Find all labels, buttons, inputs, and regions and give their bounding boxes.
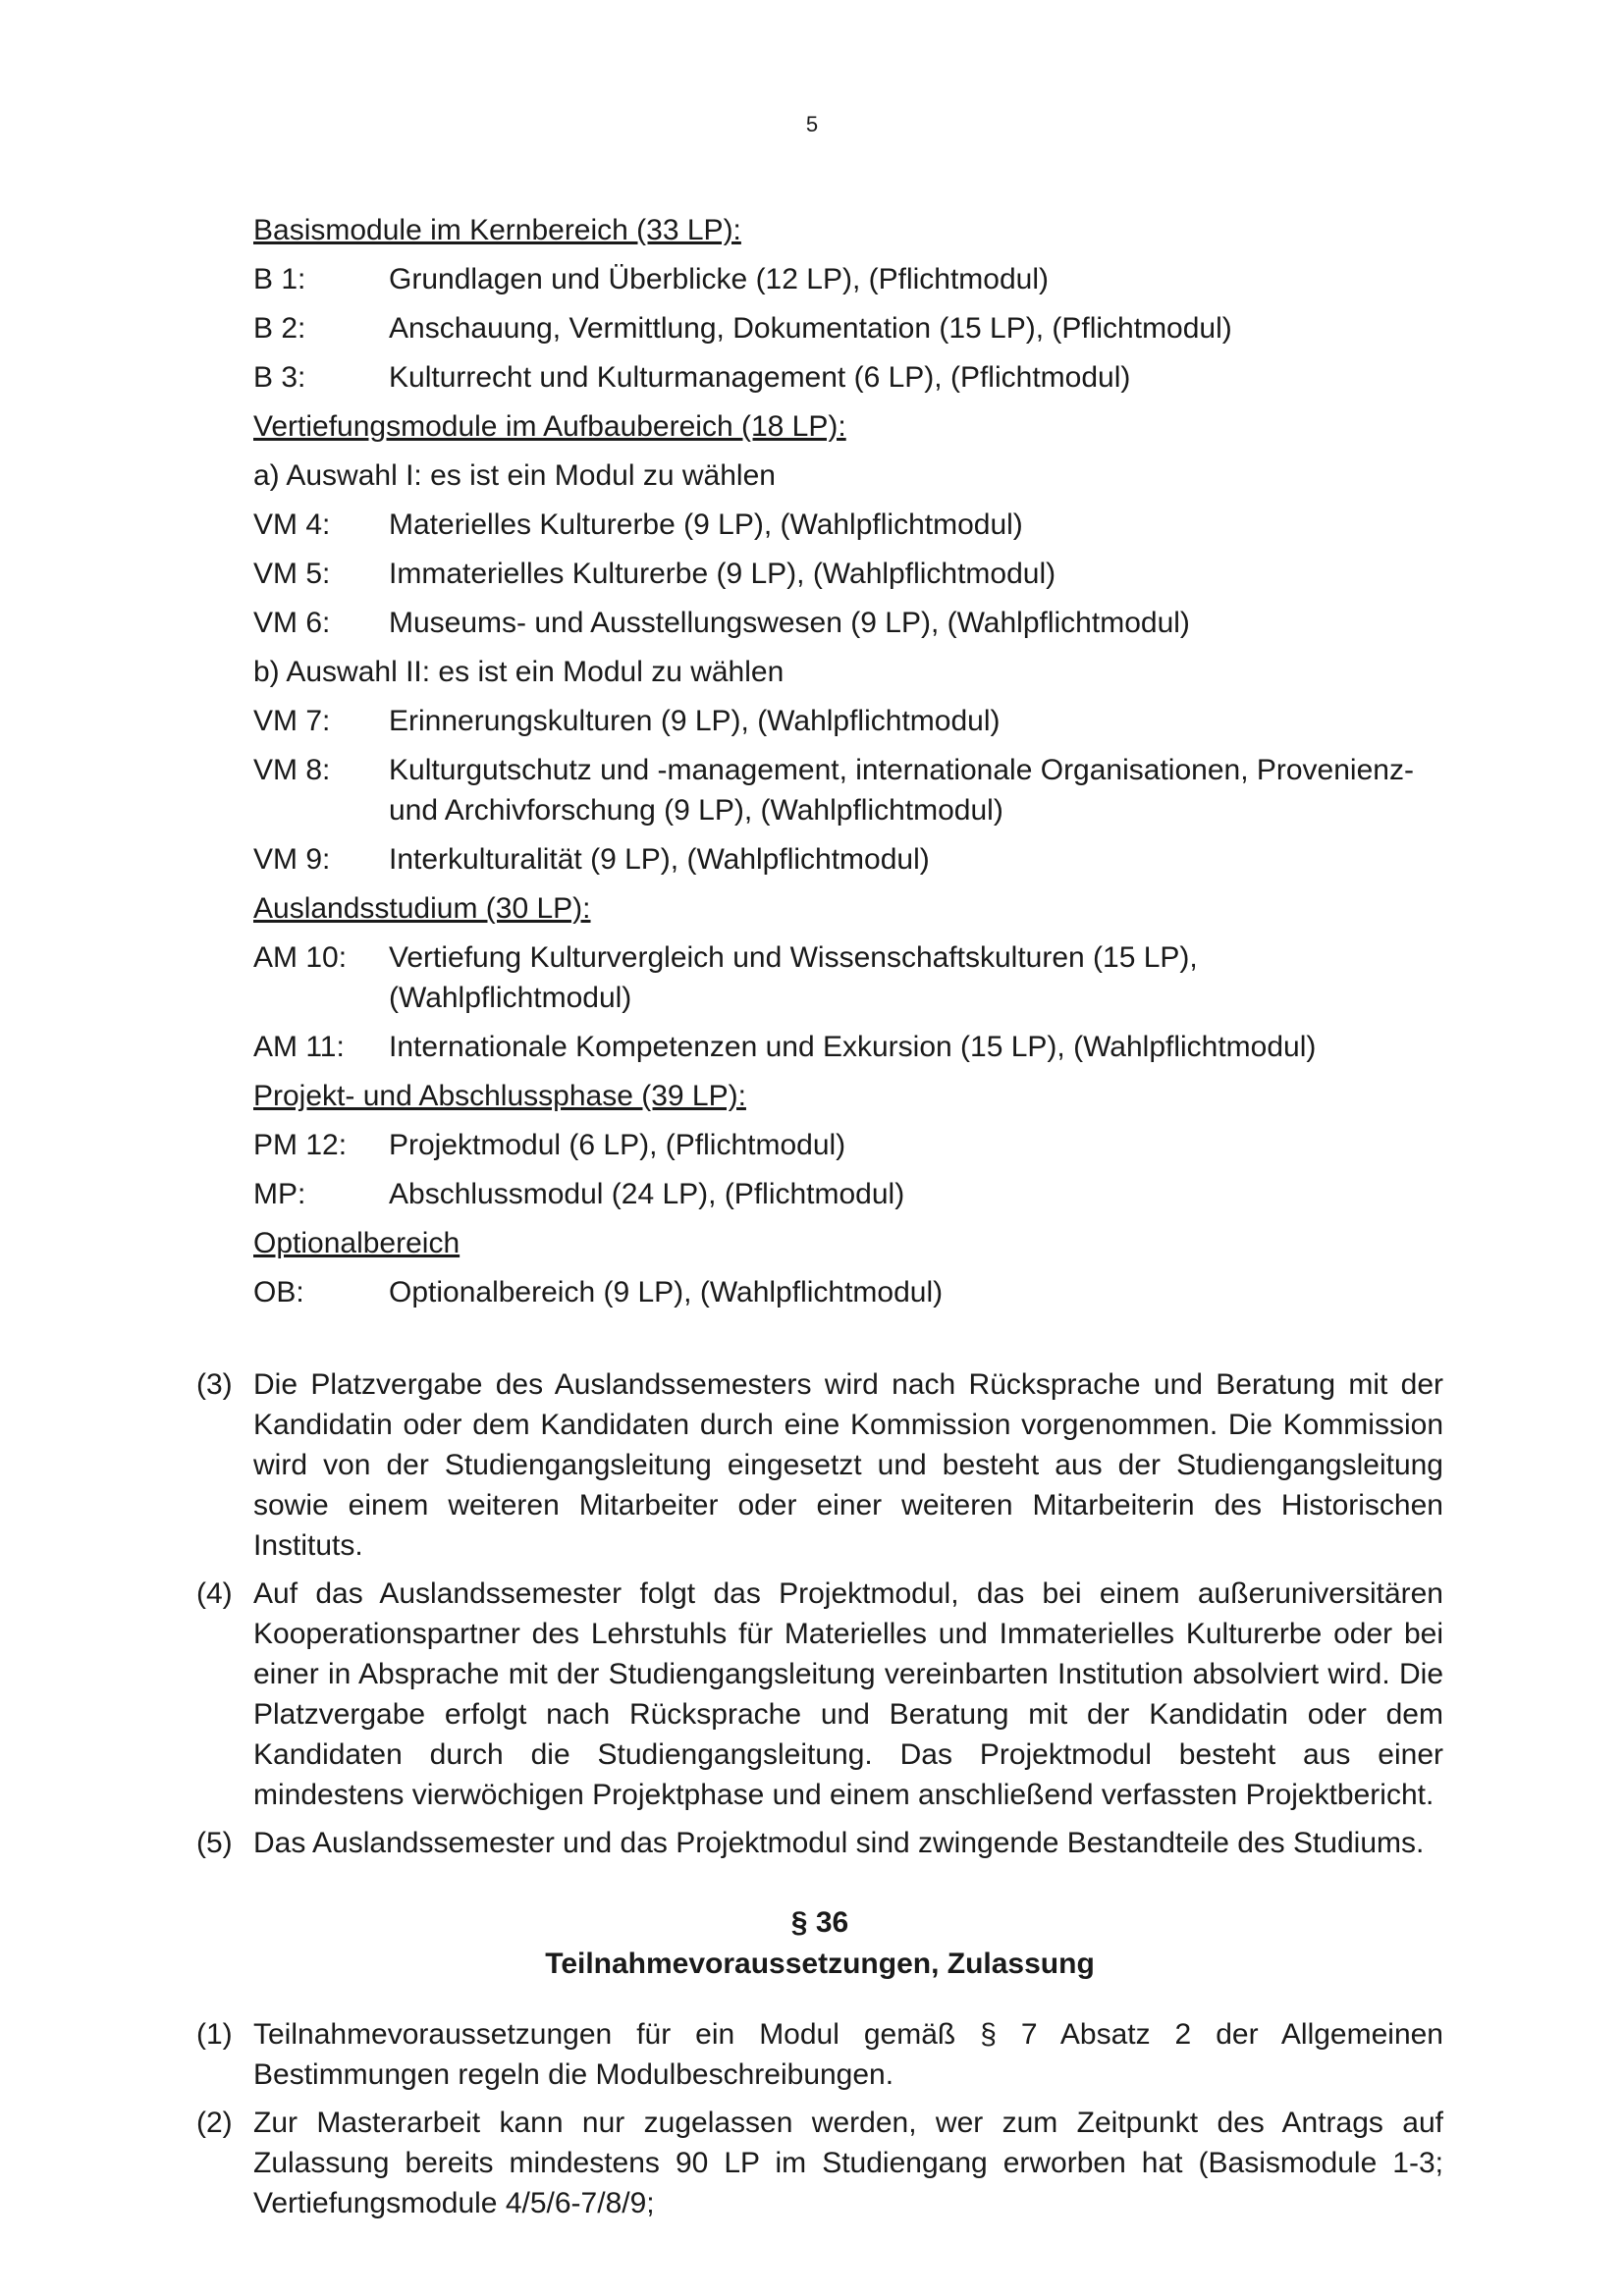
section-paragraph-1 [196,2014,1443,2095]
module-description: Abschlussmodul (24 LP), (Pflichtmodul) [389,1178,905,1210]
section-number: § 36 [790,1906,849,1939]
module-row [253,1121,1443,1170]
paragraph-number: (1) [196,2018,233,2051]
auswahl-a-label: a) Auswahl I: es ist ein Modul zu wählen [253,459,776,492]
module-code: PM 12: [253,1129,348,1161]
module-code: VM 7: [253,705,331,737]
paragraph-text: Das Auslandssemester und das Projektmodul sind zwingende Bestandteile des Studiums. [253,1827,1425,1859]
module-row [253,697,1443,746]
module-code: VM 4: [253,508,331,541]
module-row [253,599,1443,648]
optionalbereich-heading: Optionalbereich [253,1227,460,1259]
auswahl-b-label: b) Auswahl II: es ist ein Modul zu wählen [253,656,785,688]
paragraph-4 [196,1574,1443,1815]
module-description: Erinnerungskulturen (9 LP), (Wahlpflichtmodul) [389,705,1001,737]
module-description: Kulturrecht und Kulturmanagement (6 LP), (Pflichtmodul) [389,361,1131,394]
vertiefungsmodule-heading: Vertiefungsmodule im Aufbaubereich (18 LP): [253,410,846,443]
paragraph-number: (3) [196,1368,233,1401]
document-body [196,206,1443,2223]
module-list [253,206,1443,1317]
paragraph-text: Die Platzvergabe des Auslandssemesters wird nach Rücksprache und Beratung mit der Kandidatin oder dem Kandidaten durch eine Kommission vorgenommen. Die Kommission wird von der Studiengangsleitung eingesetzt und besteht aus der Studiengangsleitung sowie einem weiteren Mitarbeiter oder einer weiteren Mitarbeiterin des Historischen Instituts. [253,1368,1443,1562]
module-code: AM 10: [253,941,348,974]
module-row [253,550,1443,599]
paragraph-text: Teilnahmevoraussetzungen für ein Modul gemäß § 7 Absatz 2 der Allgemeinen Bestimmungen regeln die Modulbeschreibungen. [253,2018,1443,2091]
page-number: 5 [805,112,819,136]
module-code: B 1: [253,263,306,295]
module-description: Materielles Kulturerbe (9 LP), (Wahlpflichtmodul) [389,508,1023,541]
module-row [253,353,1443,402]
section-heading-36 [196,1902,1443,1985]
module-description: Projektmodul (6 LP), (Pflichtmodul) [389,1129,846,1161]
module-row [253,934,1443,1023]
module-code: VM 8: [253,754,331,786]
paragraph-number: (4) [196,1577,233,1610]
paragraph-number: (2) [196,2107,233,2139]
module-row [253,1170,1443,1219]
module-code: VM 5: [253,558,331,590]
module-row [253,304,1443,353]
module-description: Museums- und Ausstellungswesen (9 LP), (Wahlpflichtmodul) [389,607,1190,639]
module-code: VM 6: [253,607,331,639]
module-row [253,835,1443,884]
paragraph-text: Auf das Auslandssemester folgt das Projektmodul, das bei einem außeruniversitären Kooperationspartner des Lehrstuhls für Materielles und Immaterielles Kulturerbe oder bei einer in Absprache mit der Studiengangsleitung vereinbarten Institution absolviert wird. Die Platzvergabe erfolgt nach Rücksprache und Beratung mit der Kandidatin oder dem Kandidaten durch die Studiengangsleitung. Das Projektmodul besteht aus einer mindestens vierwöchigen Projektphase und einem anschließend verfassten Projektbericht. [253,1577,1443,1811]
module-description: Grundlagen und Überblicke (12 LP), (Pflichtmodul) [389,263,1049,295]
module-description: Anschauung, Vermittlung, Dokumentation (15 LP), (Pflichtmodul) [389,312,1232,345]
module-row [253,255,1443,304]
module-code: AM 11: [253,1031,345,1063]
paragraph-3 [196,1364,1443,1566]
section-title: Teilnahmevoraussetzungen, Zulassung [545,1948,1095,1980]
module-description: Immaterielles Kulturerbe (9 LP), (Wahlpflichtmodul) [389,558,1056,590]
module-row [253,746,1443,835]
module-row [253,501,1443,550]
module-code: VM 9: [253,843,331,876]
module-code: OB: [253,1276,304,1308]
module-description: Interkulturalität (9 LP), (Wahlpflichtmodul) [389,843,930,876]
module-code: B 2: [253,312,306,345]
module-row [253,1268,1443,1317]
module-description: Kulturgutschutz und -management, internationale Organisationen, Provenienz- und Archivforschung (9 LP), (Wahlpflichtmodul) [389,754,1414,827]
auslandsstudium-heading: Auslandsstudium (30 LP): [253,892,591,925]
module-code: MP: [253,1178,306,1210]
basismodule-heading: Basismodule im Kernbereich (33 LP): [253,214,741,246]
projektphase-heading: Projekt- und Abschlussphase (39 LP): [253,1080,746,1112]
module-description: Vertiefung Kulturvergleich und Wissenschaftskulturen (15 LP), (Wahlpflichtmodul) [389,941,1198,1014]
paragraph-text: Zur Masterarbeit kann nur zugelassen werden, wer zum Zeitpunkt des Antrags auf Zulassung bereits mindestens 90 LP im Studiengang erworben hat (Basismodule 1-3; Vertiefungsmodule 4/5/6-7/8/9; [253,2107,1443,2219]
module-code: B 3: [253,361,306,394]
section-paragraph-2 [196,2103,1443,2223]
module-description: Optionalbereich (9 LP), (Wahlpflichtmodul) [389,1276,944,1308]
module-description: Internationale Kompetenzen und Exkursion (15 LP), (Wahlpflichtmodul) [389,1031,1317,1063]
paragraph-number: (5) [196,1827,233,1859]
module-row [253,1023,1443,1072]
paragraph-5 [196,1823,1443,1863]
